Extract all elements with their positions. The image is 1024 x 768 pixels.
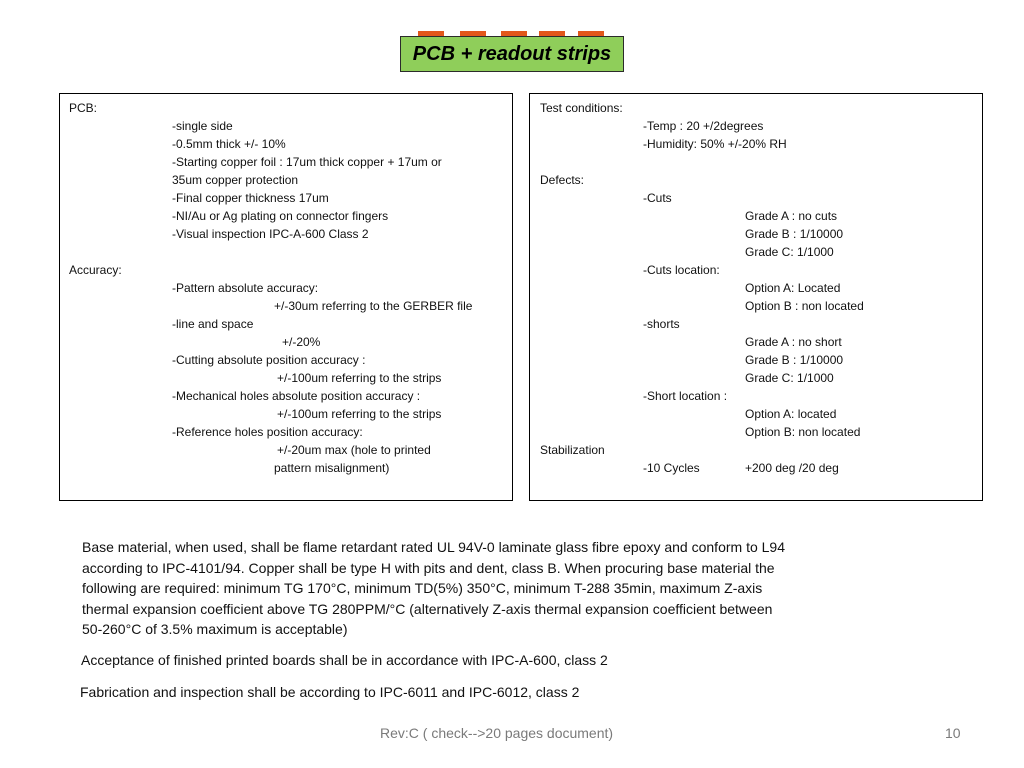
base-material-line: thermal expansion coefficient above TG 280PPM/°C (alternatively Z-axis thermal expansion coefficient between [82, 600, 773, 617]
test-conditions-panel [529, 93, 983, 501]
defect-item: -shorts [643, 317, 680, 331]
test-condition-item: -Temp : 20 +/2degrees [643, 119, 764, 133]
pcb-heading: PCB: [69, 101, 98, 115]
accuracy-item: -Cutting absolute position accuracy : [172, 353, 366, 367]
defect-grade: Grade B : 1/10000 [745, 353, 844, 367]
defect-grade: Grade A : no short [745, 335, 842, 349]
accuracy-value: +/-100um referring to the strips [277, 407, 442, 421]
footer-revision: Rev:C ( check-->20 pages document) [380, 725, 614, 741]
defect-grade: Grade C: 1/1000 [745, 245, 834, 259]
accuracy-value: +/-20um max (hole to printed [277, 443, 431, 457]
defect-item: -Cuts location: [643, 263, 720, 277]
defect-item: -Cuts [643, 191, 672, 205]
defect-grade: Grade C: 1/1000 [745, 371, 834, 385]
base-material-line: 50-260°C of 3.5% maximum is acceptable) [82, 621, 348, 637]
stabilization-item: -10 Cycles [643, 461, 700, 475]
accuracy-item: -line and space [172, 317, 254, 331]
defect-option: Option A: Located [745, 281, 841, 295]
stabilization-value: +200 deg /20 deg [745, 461, 839, 475]
pcb-item: 35um copper protection [172, 173, 299, 187]
pcb-item: -NI/Au or Ag plating on connector fingers [172, 209, 389, 223]
defect-option: Option B: non located [745, 425, 861, 439]
base-material-line: following are required: minimum TG 170°C, minimum TD(5%) 350°C, minimum T-288 35min, maximum Z-axis [82, 580, 763, 596]
accuracy-heading: Accuracy: [69, 263, 122, 277]
slide-title: PCB + readout strips [412, 42, 612, 65]
accuracy-value: +/-30um referring to the GERBER file [274, 299, 473, 313]
accuracy-item: -Pattern absolute accuracy: [172, 281, 319, 295]
pcb-item: -single side [172, 119, 233, 133]
accuracy-value: pattern misalignment) [274, 461, 390, 475]
pcb-specs-panel [59, 93, 513, 501]
test-conditions-heading: Test conditions: [540, 101, 623, 115]
defect-grade: Grade B : 1/10000 [745, 227, 844, 241]
defect-grade: Grade A : no cuts [745, 209, 838, 223]
pcb-item: -Starting copper foil : 17um thick copper + 17um or [172, 155, 442, 169]
defect-option: Option B : non located [745, 299, 864, 313]
pcb-item: -0.5mm thick +/- 10% [172, 137, 286, 151]
defect-item: -Short location : [643, 389, 728, 403]
accuracy-value: +/-100um referring to the strips [277, 371, 442, 385]
accuracy-value: +/-20% [282, 335, 321, 349]
defect-option: Option A: located [745, 407, 837, 421]
base-material-line: according to IPC-4101/94. Copper shall be type H with pits and dent, class B. When procuring base material the [82, 559, 775, 576]
accuracy-item: -Mechanical holes absolute position accuracy : [172, 389, 421, 403]
stabilization-heading: Stabilization [540, 443, 605, 457]
slide-title-box [400, 36, 624, 72]
accuracy-item: -Reference holes position accuracy: [172, 425, 363, 439]
test-condition-item: -Humidity: 50% +/-20% RH [643, 137, 787, 151]
pcb-item: -Visual inspection IPC-A-600 Class 2 [172, 227, 369, 241]
page-number: 10 [945, 725, 961, 741]
fabrication-statement: Fabrication and inspection shall be according to IPC-6011 and IPC-6012, class 2 [80, 684, 580, 700]
base-material-line: Base material, when used, shall be flame retardant rated UL 94V-0 laminate glass fibre epoxy and conform to L94 [82, 539, 785, 555]
acceptance-statement: Acceptance of finished printed boards shall be in accordance with IPC-A-600, class 2 [81, 652, 608, 668]
pcb-item: -Final copper thickness 17um [172, 191, 329, 205]
defects-heading: Defects: [540, 173, 585, 187]
